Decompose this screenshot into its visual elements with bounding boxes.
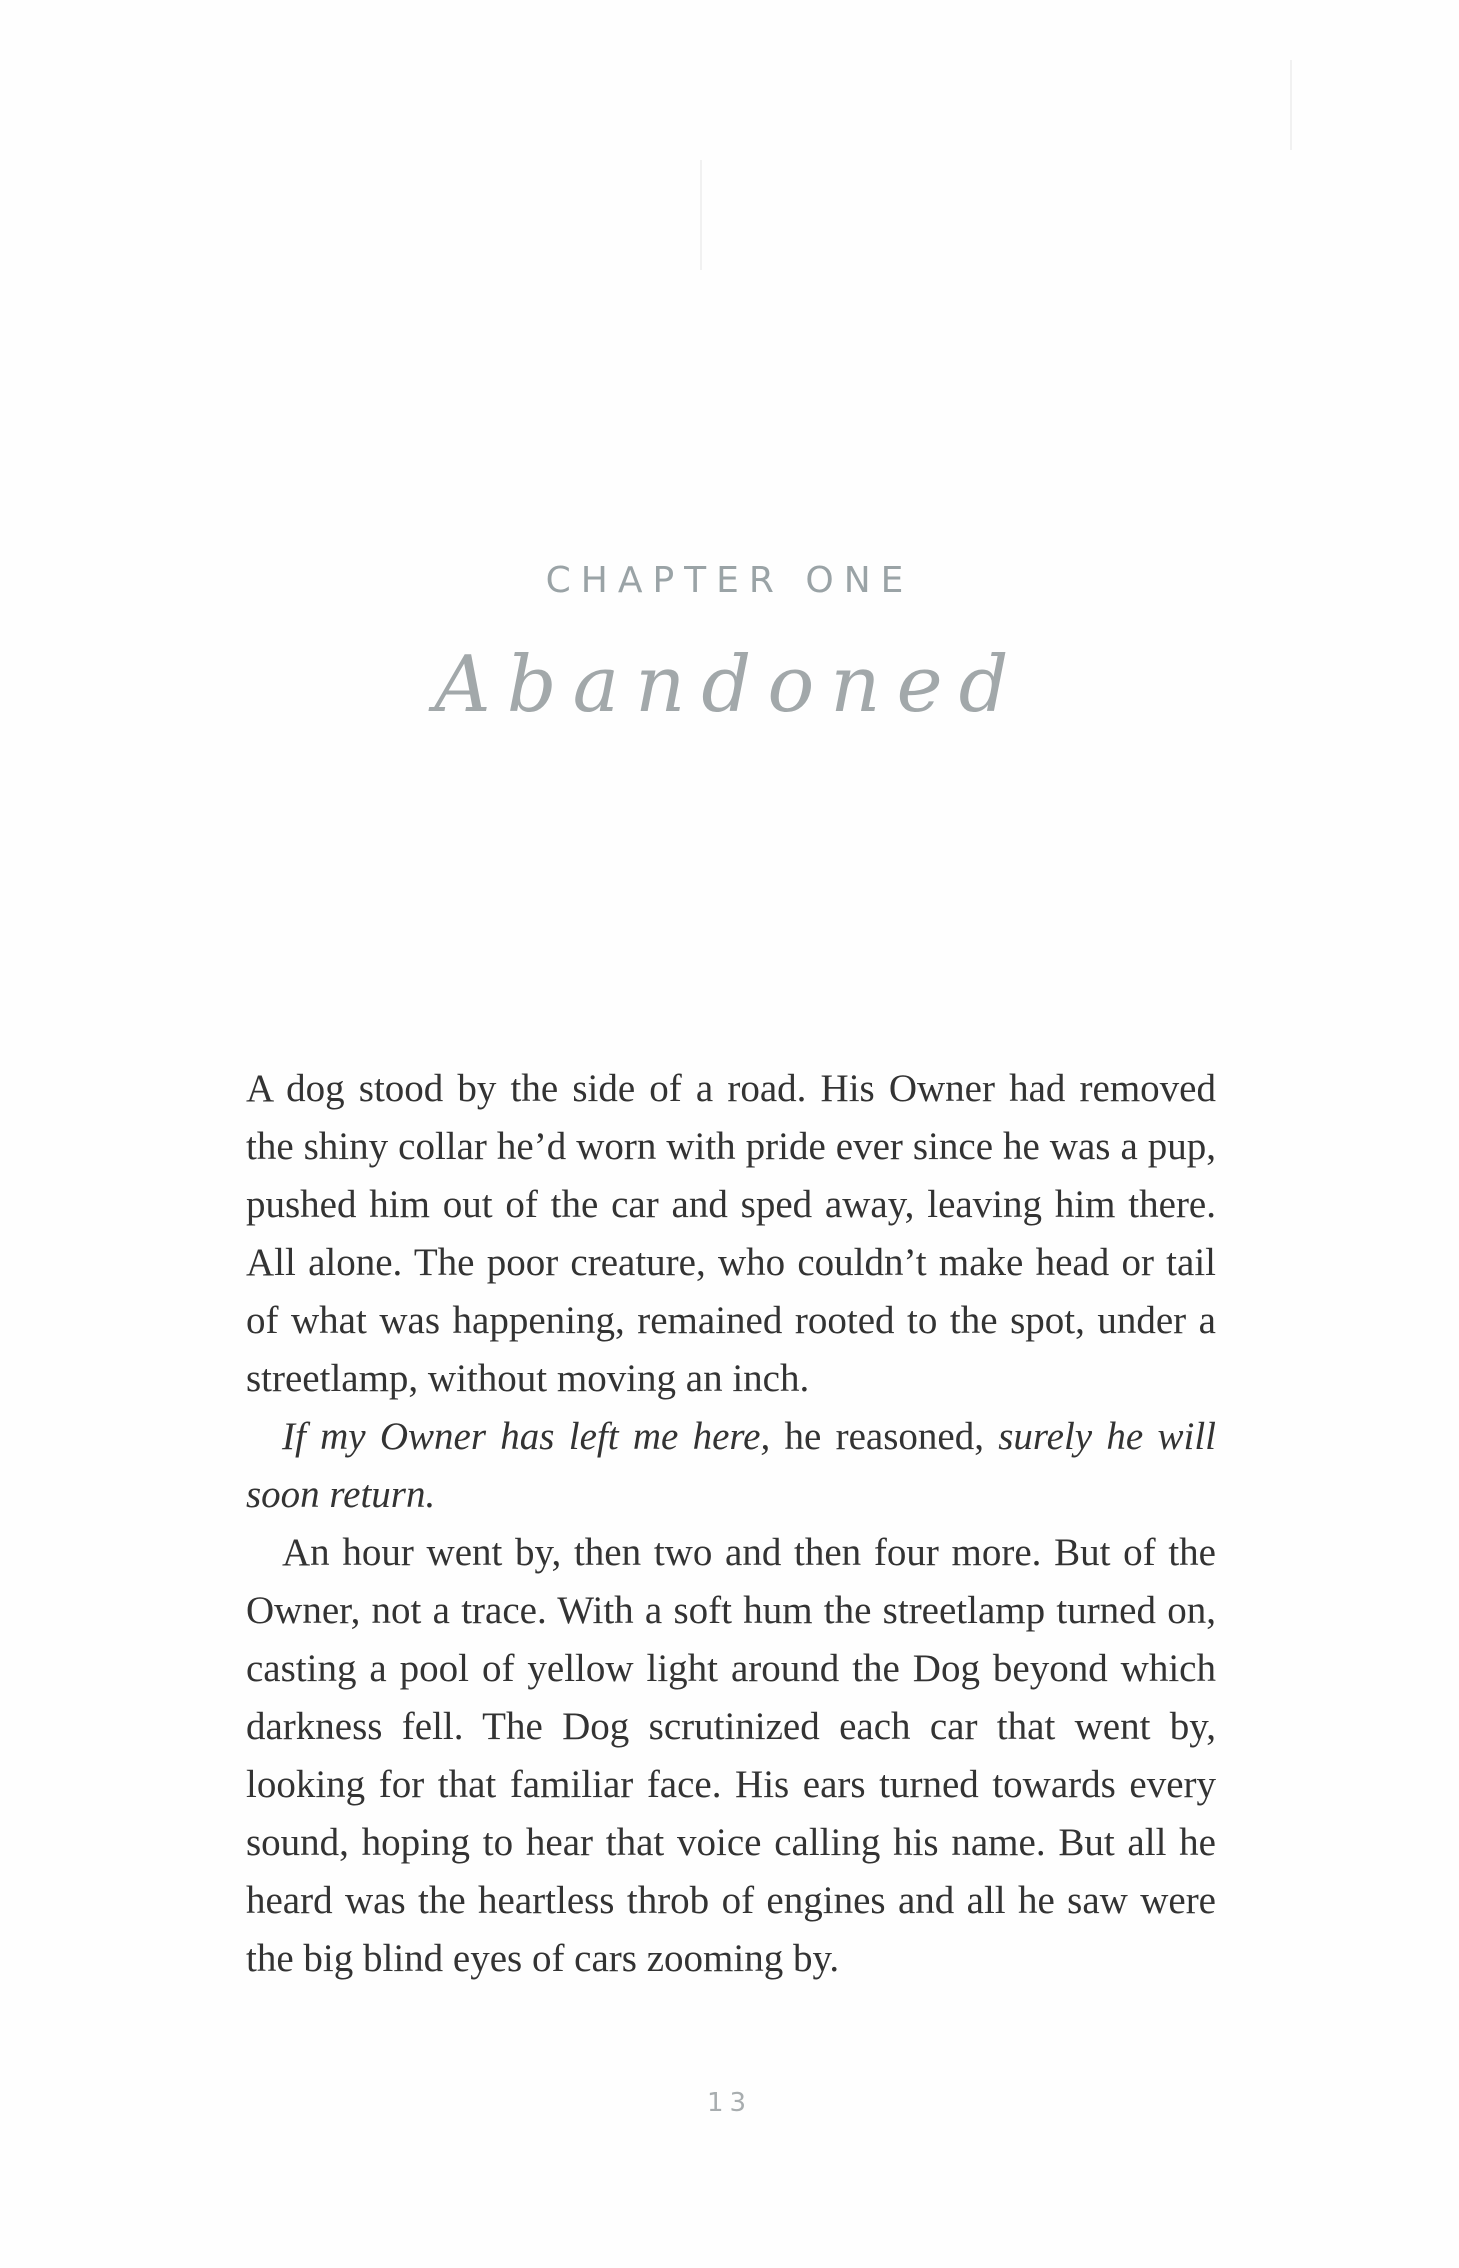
body-text [246, 1060, 1216, 1988]
scan-artifact [1290, 60, 1292, 150]
paragraph-text: he reasoned, [770, 1415, 999, 1458]
italic-thought: If my Owner has left me here, [282, 1415, 771, 1458]
paragraph-text: An hour went by, then two and then four more. But of the Owner, not a trace. With a soft hum the streetlamp turned on, casting a pool of yellow light around the Dog beyond which darkness fell. The Dog scrutinized each car that went by, looking for that familiar face. His ears turned towards every sound, hoping to hear that voice calling his name. But all he heard was the heartless throb of engines and all he saw were the big blind eyes of cars zooming by. [246, 1531, 1216, 1980]
page-number: 13 [706, 2088, 753, 2118]
scan-artifact [700, 160, 702, 270]
paragraph-text: A dog stood by the side of a road. His Owner had removed the shiny collar he’d worn with pride ever since he was a pup, pushed him out of the car and sped away, leaving him there. All alone. The poor creature, who couldn’t make head or tail of what was happening, remained rooted to the spot, under a streetlamp, without moving an inch. [246, 1067, 1216, 1400]
italic-thought: surely he will soon return. [246, 1415, 1217, 1516]
paragraph-3 [246, 1524, 1216, 1988]
chapter-title: Abandoned [434, 640, 1025, 730]
chapter-label: CHAPTER ONE [545, 560, 914, 601]
paragraph-1 [246, 1060, 1216, 1408]
paragraph-2 [246, 1408, 1216, 1524]
